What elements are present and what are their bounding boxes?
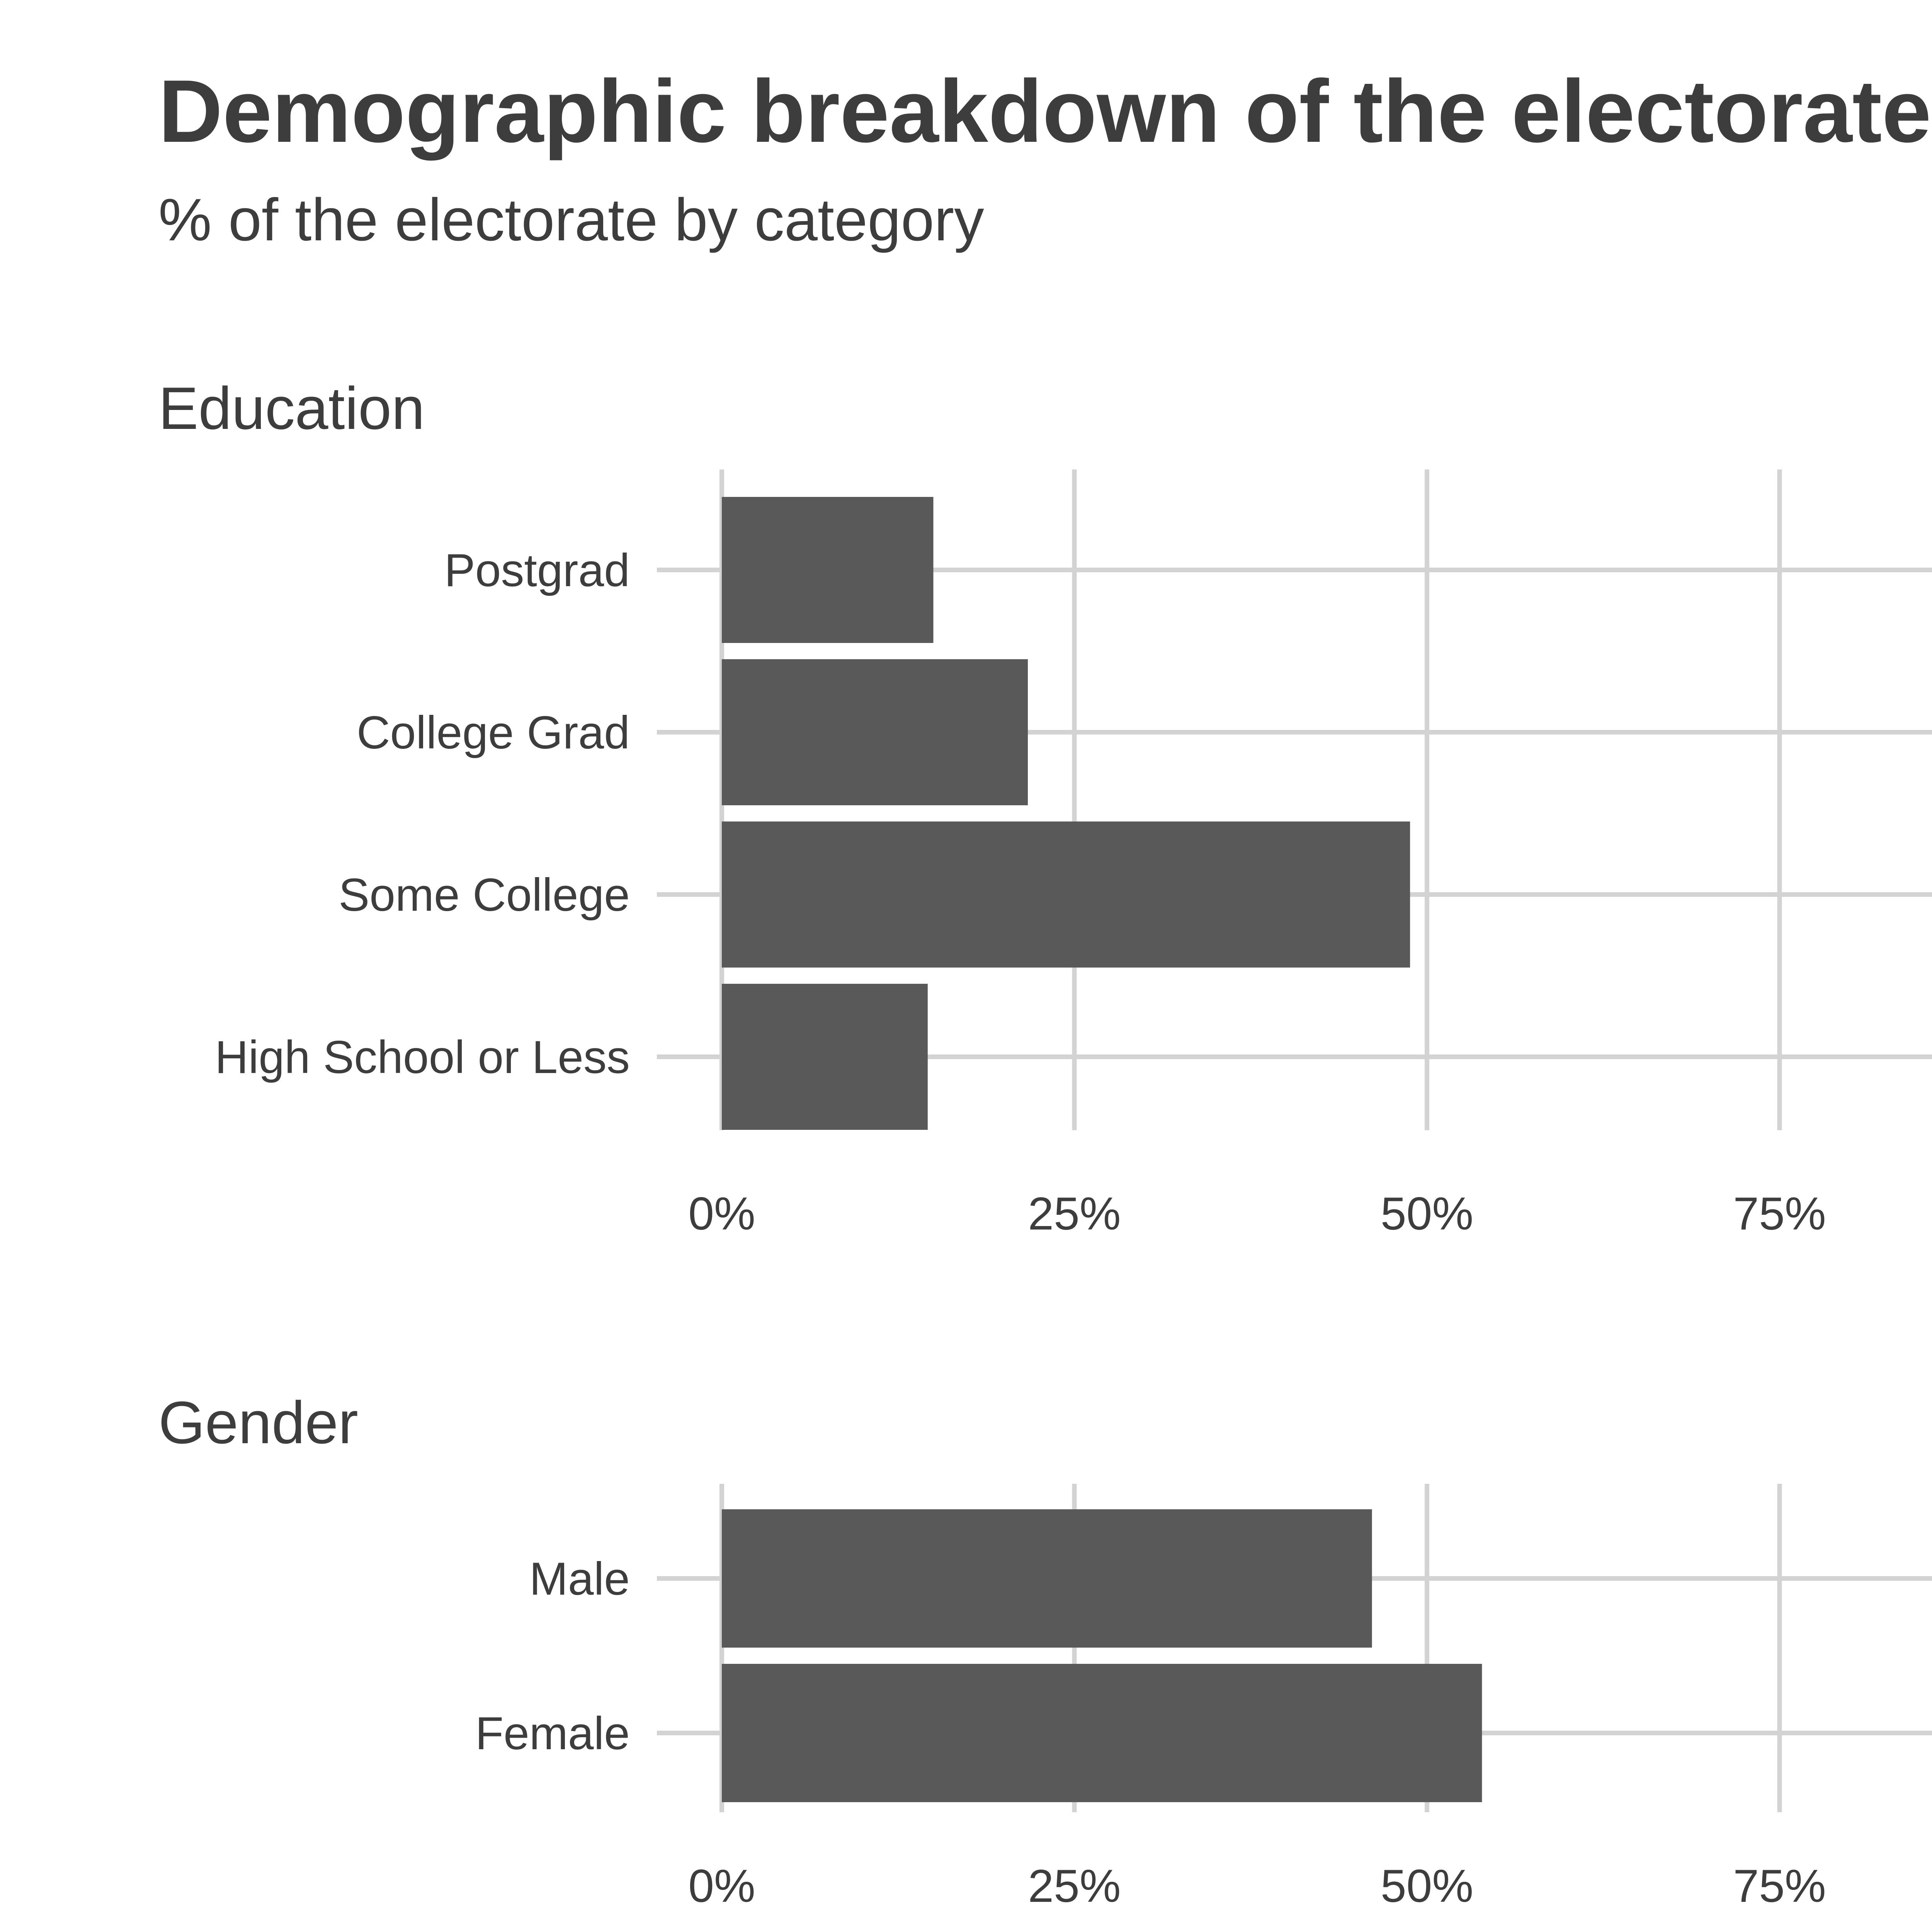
category-label: Male <box>529 1553 630 1605</box>
x-tick-label: 75% <box>1733 1188 1826 1240</box>
category-label: Postgrad <box>444 544 630 596</box>
bar-some-college <box>722 821 1410 968</box>
category-label: Some College <box>338 869 630 921</box>
chart-title: Demographic breakdown of the electorate <box>158 61 1932 161</box>
x-tick-label: 75% <box>1733 1860 1826 1912</box>
x-tick-label: 25% <box>1028 1188 1121 1240</box>
category-label: College Grad <box>356 707 630 759</box>
bar-male <box>722 1509 1372 1648</box>
category-label: High School or Less <box>215 1031 630 1083</box>
chart-subtitle: % of the electorate by category <box>158 186 984 253</box>
facet-title: Gender <box>158 1389 358 1456</box>
bar-female <box>722 1664 1482 1802</box>
x-tick-label: 0% <box>688 1860 755 1912</box>
category-label: Female <box>475 1708 630 1759</box>
bar-college-grad <box>722 659 1028 805</box>
x-tick-label: 25% <box>1028 1860 1121 1912</box>
bar-high-school-or-less <box>722 984 928 1130</box>
bar-postgrad <box>722 497 934 643</box>
x-tick-label: 0% <box>688 1188 755 1240</box>
facet-title: Education <box>158 375 425 442</box>
facet-education <box>158 375 1932 1240</box>
facet-gender <box>158 1389 1932 1912</box>
x-tick-label: 50% <box>1380 1188 1474 1240</box>
x-tick-label: 50% <box>1380 1860 1474 1912</box>
